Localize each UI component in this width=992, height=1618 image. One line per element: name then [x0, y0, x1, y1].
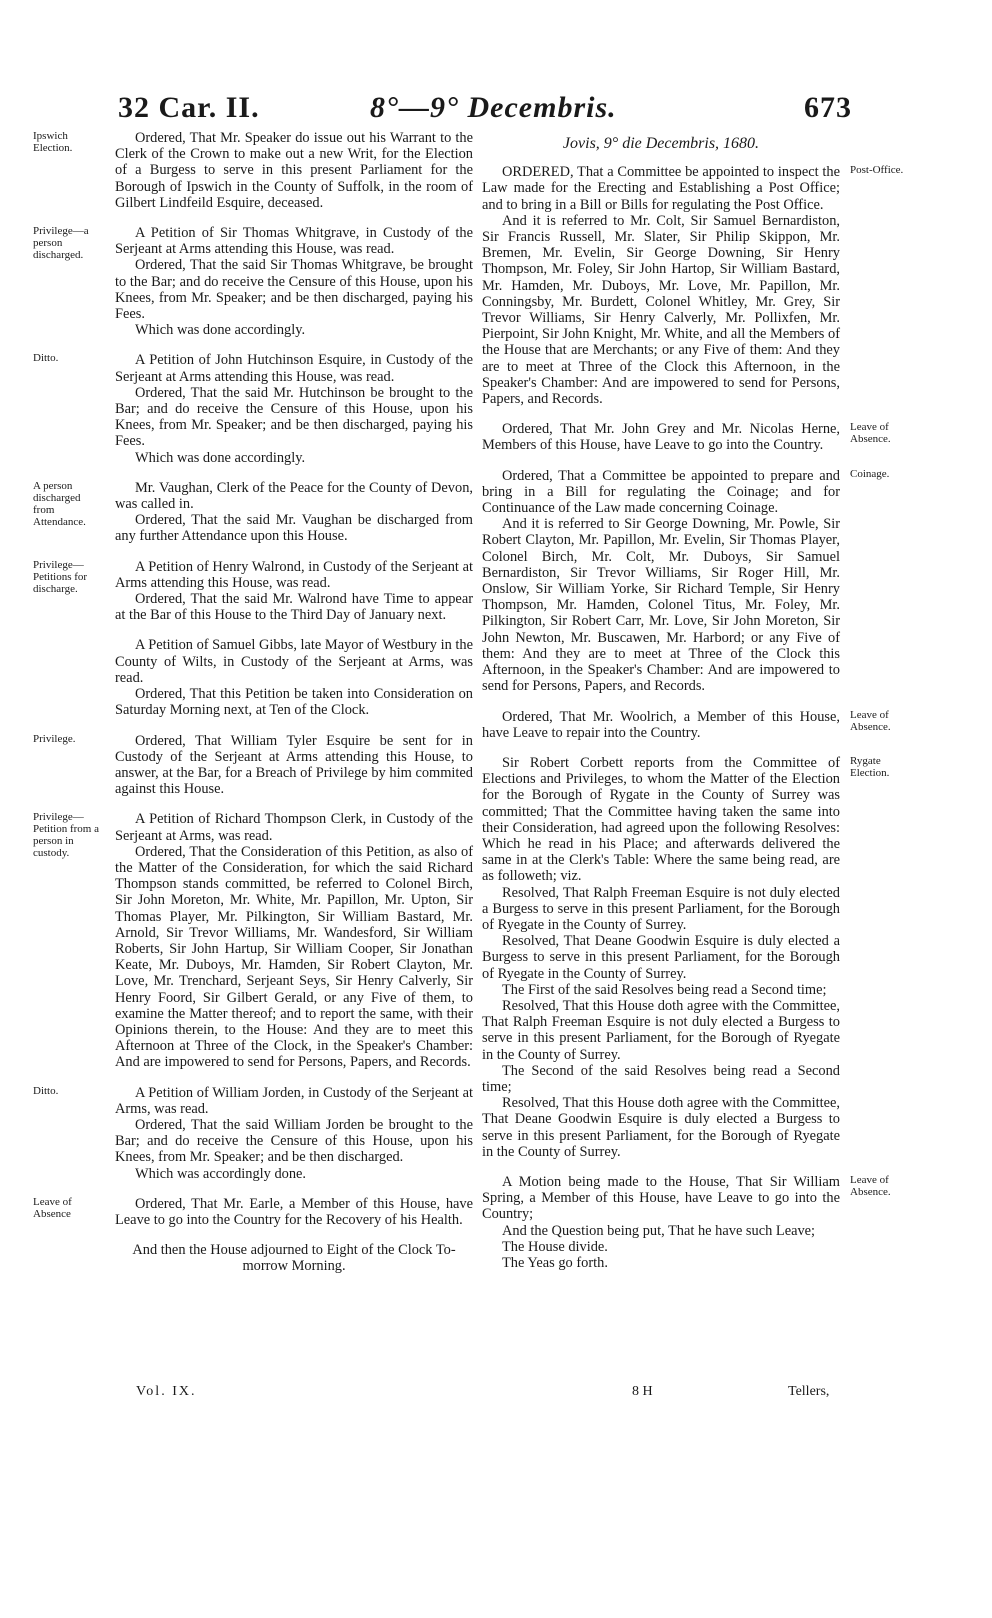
journal-entry	[33, 479, 473, 545]
margin-note: Privilege.	[33, 732, 76, 745]
entry-paragraph: The Yeas go forth.	[502, 1255, 608, 1271]
journal-entry	[33, 225, 473, 339]
running-head-regnal-year: 32 Car. II.	[118, 91, 260, 124]
entry-paragraph: A Petition of Richard Thompson Clerk, in Custody of the Serjeant at Arms, was read.	[115, 811, 473, 844]
entry-paragraph: Ordered, That William Tyler Esquire be sent for in Custody of the Serjeant at Arms attending this House, to answer, at the Bar, for a Breach of Privilege by him commited against this House.	[115, 732, 473, 798]
entry-paragraph: The First of the said Resolves being read a Second time;	[502, 981, 827, 998]
entry-paragraph: And it is referred to Sir George Downing, Mr. Powle, Sir Robert Clayton, Mr. Papillon, Mr. Evelin, Sir Thomas Player, Colonel Birch, Mr. Colt, Mr. Duboys, Sir Samuel Bernardiston, Sir Trevor Williams, Sir Roger Hill, Mr. Onslow, Sir William Yorke, Sir Richard Temple, Sir Henry Thompson, Mr. Hamden, Colonel Titus, Mr. Foley, Mr. Pilkington, Sir Robert Carr, Mr. Love, Sir John Moreton, Sir John Newton, Mr. Buscawen, Mr. Harbord; or any Five of them: And they are to meet at Three of the Clock this Afternoon, in the Speaker's Chamber: And are impowered to send for Persons, Papers, and Records.	[482, 516, 840, 695]
margin-note: Post-Office.	[850, 164, 904, 177]
entry-paragraph: Which was done accordingly.	[135, 322, 306, 339]
entry-paragraph: Sir Robert Corbett reports from the Committee of Elections and Privileges, to whom the Matter of the Election for the Borough of Rygate in the County of Surrey was committed; That the Committee having taken the same into their Consideration, had agreed upon the following Resolves: Which he read in his Place; and afterwards delivered the same in at the Clerk's Table: Where the same being read, are as followeth; viz.	[482, 754, 840, 885]
journal-entry	[33, 130, 473, 211]
entry-paragraph: And then the House adjourned to Eight of the Clock To-morrow Morning.	[132, 1242, 456, 1275]
journal-entry	[115, 1242, 473, 1274]
margin-note: Ditto.	[33, 352, 59, 365]
entry-paragraph: Resolved, That Ralph Freeman Esquire is not duly elected a Burgess to serve in this present Parliament, for the Borough of Ryegate in the County of Surrey.	[482, 884, 840, 933]
margin-note: Ditto.	[33, 1084, 59, 1097]
entry-paragraph: A Petition of Henry Walrond, in Custody of the Serjeant at Arms attending this House, was read.	[115, 558, 473, 591]
journal-entry	[33, 732, 473, 798]
entry-paragraph: Mr. Vaughan, Clerk of the Peace for the County of Devon, was called in.	[115, 479, 473, 513]
entry-paragraph: ORDERED, That a Committee be appointed to inspect the Law made for the Erecting and Establishing a Post Office; and to bring in a Bill or Bills for regulating the Post Office.	[482, 164, 840, 213]
margin-note: Privilege—Petitions for discharge.	[33, 558, 88, 595]
entry-paragraph: And it is referred to Mr. Colt, Sir Samuel Bernardiston, Sir Francis Russell, Mr. Slater, Sir Philip Skippon, Mr. Bremen, Mr. Evelin, Sir George Downing, Sir Henry Thompson, Mr. Foley, Sir John Hartop, Sir William Bastard, Mr. Hamden, Mr. Duboys, Mr. Love, Mr. Papillon, Mr. Conningsby, Mr. Burdett, Colonel Whitley, Mr. Grey, Sir Trevor Williams, Sir Henry Calverly, Mr. Pollixfen, Mr. Pierpoint, Sir John Knight, Mr. White, and all the Members of the House that are Merchants; or any Five of them: And they are to meet at Three of the Clock this Afternoon, in the Speaker's Chamber: And are impowered to send for Persons, Papers, and Records.	[482, 212, 840, 408]
margin-note: Leave of Absence	[33, 1195, 72, 1220]
journal-entry	[33, 1084, 473, 1182]
margin-note: Privilege—Petition from a person in custody.	[33, 811, 99, 860]
catchword: Tellers,	[788, 1384, 830, 1399]
entry-paragraph: A Petition of Samuel Gibbs, late Mayor of Westbury in the County of Wilts, in Custody of the Serjeant at Arms, was read.	[115, 637, 473, 686]
entry-paragraph: Ordered, That Mr. Woolrich, a Member of this House, have Leave to repair into the Country.	[482, 708, 840, 741]
entry-paragraph: A Motion being made to the House, That Sir William Spring, a Member of this House, have Leave to go into the Country;	[482, 1173, 840, 1223]
entry-paragraph: Resolved, That this House doth agree with the Committee, That Ralph Freeman Esquire is not duly elected a Burgess to serve in this present Parliament, for the Borough of Ryegate in the County of Surrey.	[482, 997, 840, 1063]
margin-note: Ipswich Election.	[33, 130, 73, 154]
journal-entry	[482, 421, 891, 454]
entry-paragraph: Ordered, That a Committee be appointed to prepare and bring in a Bill for regulating the Coinage; and for Continuance of the Law made concerning Coinage.	[482, 467, 840, 517]
signature-mark: 8 H	[632, 1384, 653, 1399]
right-column	[482, 130, 904, 1285]
volume-label: Vol. IX.	[136, 1384, 197, 1399]
day-title: Jovis, 9° die Decembris, 1680.	[562, 135, 760, 152]
running-head-dates: 8°—9° Decembris.	[370, 91, 617, 124]
margin-note: Leave of Absence.	[850, 1173, 891, 1198]
entry-paragraph: Which was accordingly done.	[135, 1165, 307, 1182]
journal-entry	[482, 1173, 891, 1271]
entry-paragraph: A Petition of William Jorden, in Custody of the Serjeant at Arms, was read.	[115, 1084, 473, 1117]
journal-entry	[482, 708, 891, 741]
entry-paragraph: Ordered, That the said William Jorden be brought to the Bar; and do receive the Censure of this House, upon his Knees, from Mr. Speaker; and be then discharged.	[115, 1116, 473, 1166]
entry-paragraph: Ordered, That Mr. Earle, a Member of this House, have Leave to go into the Country for the Recovery of his Health.	[115, 1195, 473, 1228]
margin-note: Rygate Election.	[850, 754, 890, 779]
entry-paragraph: Ordered, That Mr. John Grey and Mr. Nicolas Herne, Members of this House, have Leave to go into the Country.	[482, 421, 840, 454]
journal-entry	[482, 164, 904, 408]
entry-paragraph: A Petition of Sir Thomas Whitgrave, in Custody of the Serjeant at Arms attending this House, was read.	[115, 225, 473, 258]
entry-paragraph: Ordered, That Mr. Speaker do issue out his Warrant to the Clerk of the Crown to make out a new Writ, for the Election of a Burgess to serve in this present Parliament for the Borough of Ipswich in the County of Suffolk, in the room of Gilbert Lindfeild Esquire, deceased.	[115, 130, 473, 211]
margin-note: Coinage.	[850, 467, 890, 480]
entry-paragraph: And the Question being put, That he have such Leave;	[502, 1222, 816, 1239]
entry-paragraph: Resolved, That this House doth agree with the Committee, That Deane Goodwin Esquire is duly elected a Burgess to serve in this present Parliament, for the Borough of Ryegate in the County of Surrey.	[482, 1095, 840, 1160]
journal-entry	[115, 637, 473, 718]
entry-paragraph: Ordered, That the said Mr. Hutchinson be brought to the Bar; and do receive the Censure of this House, upon his Knees, from Mr. Speaker; and be then discharged, paying his Fees.	[115, 384, 473, 450]
entry-paragraph: The House divide.	[502, 1238, 608, 1255]
margin-note: Privilege—a person discharged.	[33, 225, 89, 262]
journal-entry	[482, 754, 890, 1160]
entry-paragraph: Ordered, That the said Mr. Walrond have Time to appear at the Bar of this House to the Third Day of January next.	[115, 591, 473, 624]
entry-paragraph: The Second of the said Resolves being read a Second time;	[482, 1062, 840, 1095]
entry-paragraph: A Petition of John Hutchinson Esquire, in Custody of the Serjeant at Arms attending this House, was read.	[115, 352, 473, 385]
margin-note: Leave of Absence.	[850, 708, 891, 733]
left-column	[33, 130, 473, 1289]
entry-paragraph: Ordered, That this Petition be taken into Consideration on Saturday Morning next, at Ten of the Clock.	[115, 686, 473, 719]
page-number: 673	[804, 91, 852, 124]
journal-entry	[33, 558, 473, 624]
margin-note: Leave of Absence.	[850, 421, 891, 446]
entry-paragraph: Ordered, That the said Mr. Vaughan be discharged from any further Attendance upon this House.	[115, 512, 473, 545]
entry-paragraph: Which was done accordingly.	[135, 449, 306, 466]
journal-entry	[33, 1195, 473, 1228]
journal-entry	[33, 352, 473, 466]
entry-paragraph: Resolved, That Deane Goodwin Esquire is duly elected a Burgess to serve in this present Parliament, for the Borough of Ryegate in the County of Surrey.	[482, 933, 840, 982]
journal-entry	[33, 811, 473, 1071]
entry-paragraph: Ordered, That the said Sir Thomas Whitgrave, be brought to the Bar; and do receive the Censure of this House, upon his Knees, from Mr. Speaker; and be then discharged, paying his Fees.	[115, 257, 473, 323]
journal-entry	[482, 467, 890, 695]
margin-note: A person discharged from Attendance.	[33, 479, 86, 528]
entry-paragraph: Ordered, That the Consideration of this Petition, as also of the Matter of the Consideration, for which the said Richard Thompson stands committed, be referred to Colonel Birch, Sir John Moreton, Mr. White, Mr. Papillon, Mr. Upton, Sir Thomas Player, Mr. Pilkington, Sir William Bastard, Mr. Arnold, Sir Trevor Williams, Mr. Wandesford, Sir William Roberts, Sir John Hartup, Sir William Cooper, Sir Jonathan Keate, Mr. Duboys, Mr. Hamden, Sir Robert Clayton, Mr. Love, Mr. Trenchard, Serjeant Seys, Sir Henry Calverly, Sir Henry Foord, Sir Gilbert Gerald, or any Five of them, to examine the Matter thereof; and to report the same, with their Opinions therein, to the House: And they are to meet this Afternoon at Three of the Clock, in the Speaker's Chamber: And are impowered to send for Persons, Papers, and Records.	[115, 843, 473, 1071]
